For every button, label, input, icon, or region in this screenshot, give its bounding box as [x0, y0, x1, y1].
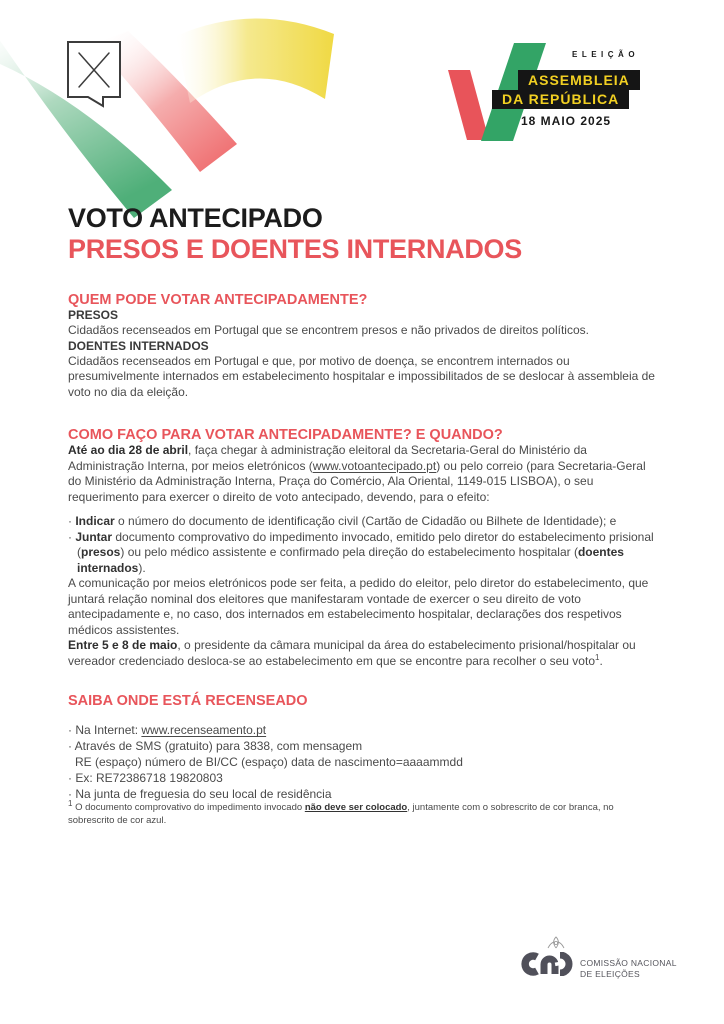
collection-dates-paragraph [68, 638, 660, 669]
footnote-bold: não deve ser colocado [304, 802, 408, 813]
deadline-text-b: ) ou pelo correio (para Secretaria-Geral do Ministério da Administração Interna, Praça do Comércio, Ala Oriental, 1149-015 LISBOA), o seu requerimento para exercer o direito de voto antecipado, devendo, para o efeito: [68, 458, 646, 504]
list-item [68, 530, 660, 577]
recenseamento-link[interactable]: www.recenseamento.pt [141, 723, 267, 737]
list-item [68, 738, 660, 754]
section-heading-quem-pode: QUEM PODE VOTAR ANTECIPADAMENTE? [68, 292, 368, 308]
bullet-dot: · [68, 723, 72, 737]
sms-text: Através de SMS (gratuito) para 3838, com mensagem [74, 739, 363, 753]
bullet-dot: · [68, 771, 72, 785]
logo-date: 18 MAIO 2025 [521, 114, 612, 128]
sms-example: Ex: RE72386718 19820803 [75, 771, 223, 785]
yellow-ribbon [176, 18, 334, 103]
dates-lead: Entre 5 e 8 de maio [68, 638, 178, 652]
bullet1-text: o número do documento de identificação civil (Cartão de Cidadão ou Bilhete de Identidade); e [114, 514, 617, 528]
deadline-paragraph [68, 443, 660, 505]
ballot-box-icon [68, 42, 120, 106]
junta-text: Na junta de freguesia do seu local de residência [75, 787, 332, 801]
footnote-text1: O documento comprovativo do impedimento invocado [72, 802, 305, 813]
bullet-dot: · [68, 529, 72, 544]
communication-paragraph: A comunicação por meios eletrónicos pode ser feita, a pedido do eleitor, pelo diretor do estabelecimento, que juntará relação nominal dos eleitores que manifestaram vontade de exercer o seu direito de voto antecipadamente e, no caso, dos internados em estabelecimento hospitalar, declarações dos respetivos médicos assistentes. [68, 576, 649, 637]
deadline-text-a: , faça chegar à administração eleitoral da Secretaria-Geral do Ministério da Administração Interna, por meios eletrónicos ( [68, 443, 587, 473]
presos-paragraph: Cidadãos recenseados em Portugal que se encontrem presos e não privados de direitos políticos. [68, 323, 589, 337]
footnote-text2: , juntamente com o sobrescrito de cor branca, no sobrescrito de cor azul. [68, 802, 614, 826]
cne-crest-icon [546, 936, 566, 950]
presos-label: PRESOS [68, 308, 119, 322]
votoantecipado-link[interactable]: www.votoantecipado.pt [312, 458, 437, 473]
logo-title-line2: DA REPÚBLICA [492, 90, 629, 109]
section-heading-recenseado: SAIBA ONDE ESTÁ RECENSEADO [68, 693, 308, 709]
cne-org-name [580, 958, 677, 980]
deadline-lead: Até ao dia 28 de abril [68, 443, 189, 457]
list-item [68, 786, 660, 802]
footnote-ref: 1 [595, 652, 600, 662]
footnote-marker: 1 [68, 798, 73, 808]
doentes-label: DOENTES INTERNADOS [68, 338, 209, 353]
page-title-line2: PRESOS E DOENTES INTERNADOS [68, 234, 522, 264]
list-item [68, 722, 660, 738]
sms-format-line: RE (espaço) número de BI/CC (espaço) data de nascimento=aaaammdd [75, 755, 463, 769]
bullet2-bold: Juntar [75, 529, 113, 544]
footnote [68, 798, 660, 827]
list-item [68, 770, 660, 786]
bullet2-text1: documento comprovativo do impedimento invocado, emitido pelo diretor do estabelecimento prisional ( [77, 529, 654, 559]
cne-org-line2: DE ELEIÇÕES [580, 969, 640, 979]
document-body [68, 203, 660, 827]
doentes-paragraph: Cidadãos recenseados em Portugal e que, por motivo de doença, se encontrem internados ou presumivelmente internados em estabelecimento hospitalar e impossibilitados de se deslocar à assembleia de voto no dia da eleição. [68, 353, 655, 399]
bullet-dot: · [68, 787, 72, 801]
recenseamento-list [68, 722, 660, 802]
header-ribbons-art [0, 0, 360, 235]
bullet2-bold2: presos [81, 545, 121, 559]
list-item [68, 514, 660, 530]
cne-logotype [518, 952, 574, 976]
cne-org-line1: COMISSÃO NACIONAL [580, 958, 677, 968]
bullet1-bold: Indicar [75, 514, 115, 528]
bullet2-bold3: doentes internados [77, 545, 624, 575]
logo-eyebrow: ELEIÇÃO [572, 50, 640, 59]
election-logo [430, 28, 722, 146]
logo-red-stroke [448, 70, 489, 140]
cne-logo [518, 938, 678, 998]
section-heading-como-faco: COMO FAÇO PARA VOTAR ANTECIPADAMENTE? E QUANDO? [68, 427, 503, 443]
bullet-dot: · [68, 514, 72, 528]
bullet2-text3: ). [138, 560, 146, 575]
internet-pre: Na Internet: [75, 723, 142, 737]
dates-text: , o presidente da câmara municipal da área do estabelecimento prisional/hospitalar ou vereador credenciado desloca-se ao estabelecimento em que se encontre para recolher o seu voto [68, 638, 636, 668]
page-title [68, 203, 660, 265]
requirements-list [68, 514, 660, 576]
bullet2-text2: ) ou pelo médico assistente e confirmado pela direção do estabelecimento hospitalar ( [120, 545, 578, 559]
logo-title-line1: ASSEMBLEIA [518, 70, 640, 90]
dates-end: . [599, 653, 603, 668]
page-title-line1: VOTO ANTECIPADO [68, 203, 323, 233]
bullet-dot: · [68, 739, 72, 753]
